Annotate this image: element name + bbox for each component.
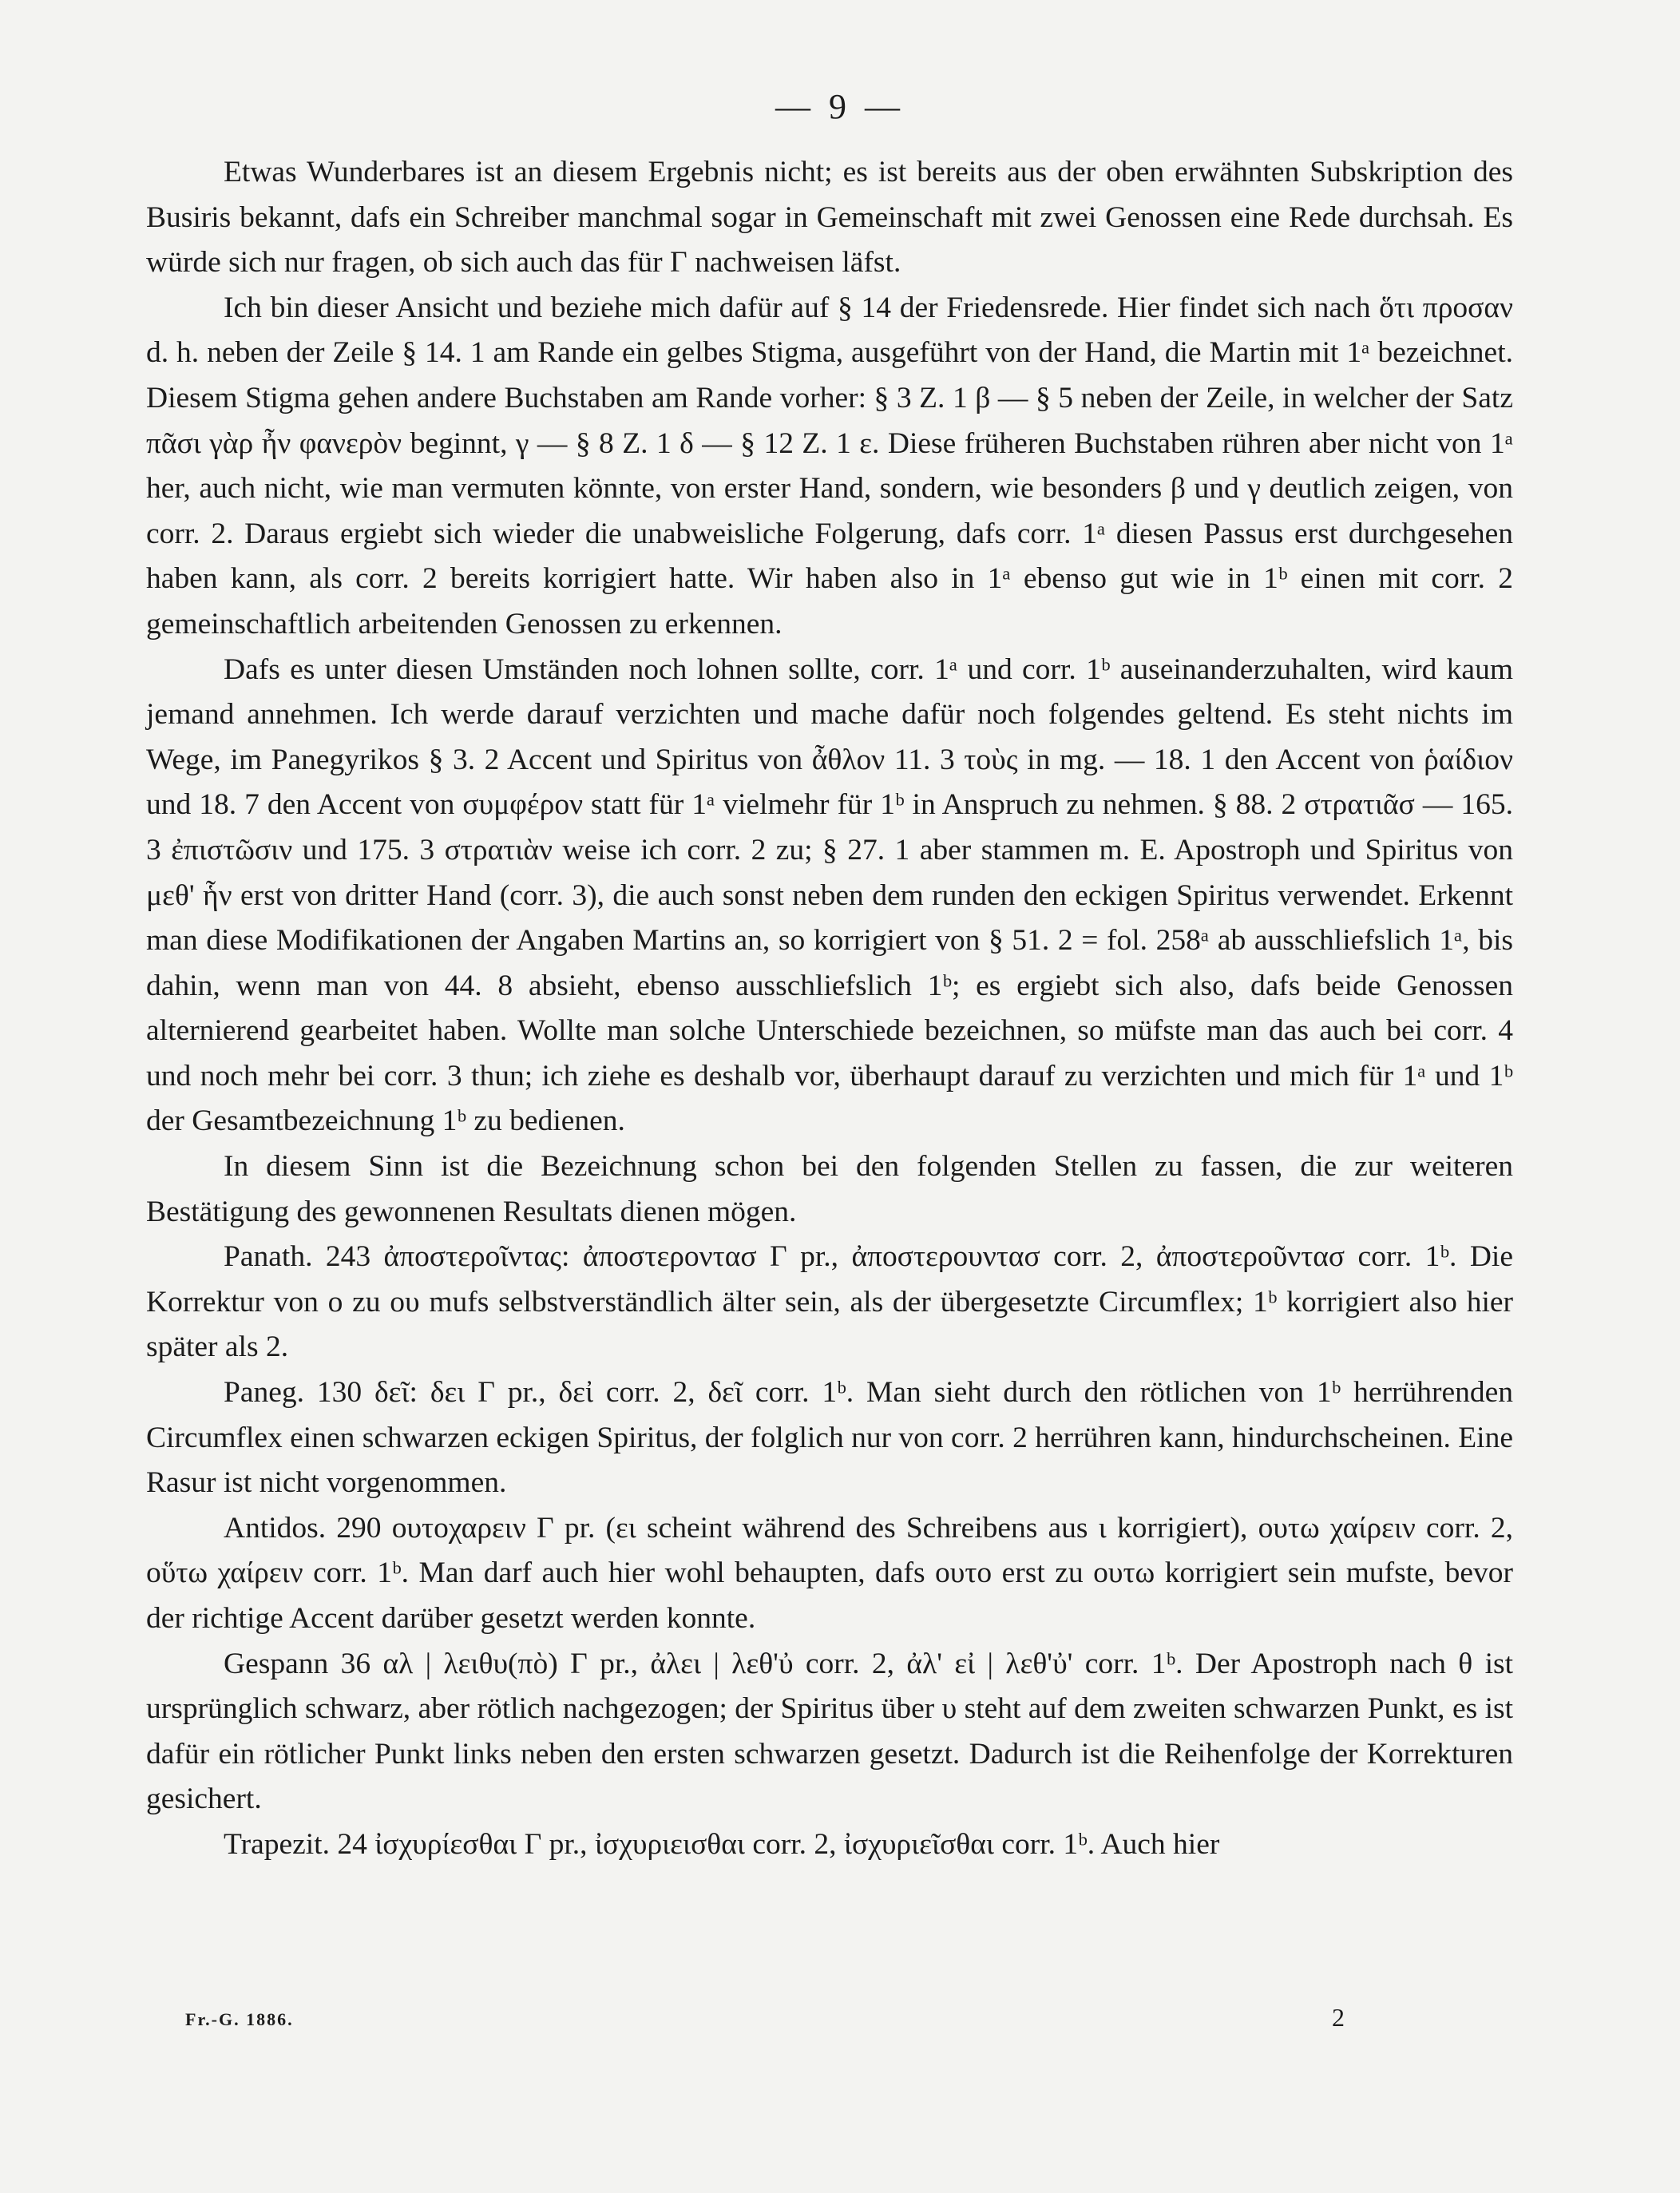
paragraph-6: Paneg. 130 δεῖ: δει Γ pr., δεἰ corr. 2, δεῖ corr. 1ᵇ. Man sieht durch den rötlichen von 1ᵇ herrührenden Circumflex einen schwarzen eckigen Spiritus, der folglich nur von corr. 2 herrühren kann, hindurchscheinen. Eine Rasur ist nicht vorgenommen. <box>146 1376 1513 1500</box>
paragraph-5: Panath. 243 ἀποστερoῖντας: ἀποστερoντασ Γ pr., ἀποστερoυντασ corr. 2, ἀποστερoῦντασ corr. 1ᵇ. Die Korrektur von ο zu ου mufs selbstverständlich älter sein, als der übergesetzte Circumflex; 1ᵇ korrigiert also hier später als 2. <box>146 1240 1513 1364</box>
paragraph-2: Ich bin dieser Ansicht und beziehe mich dafür auf § 14 der Friedensrede. Hier findet sich nach ὅτι πρoσαν d. h. neben der Zeile § 14. 1 am Rande ein gelbes Stigma, ausgeführt von der Hand, die Martin mit 1ᵃ bezeichnet. Diesem Stigma gehen andere Buchstaben am Rande vorher: § 3 Z. 1 β — § 5 neben der Zeile, in welcher der Satz πᾶσι γὰρ ἦν φανερὸν beginnt, γ — § 8 Z. 1 δ — § 12 Z. 1 ε. Diese früheren Buchstaben rühren aber nicht von 1ᵃ her, auch nicht, wie man vermuten könnte, von erster Hand, sondern, wie besonders β und γ deutlich zeigen, von corr. 2. Daraus ergiebt sich wieder die unabweisliche Folgerung, dafs corr. 1ᵃ diesen Passus erst durchgesehen haben kann, als corr. 2 bereits korrigiert hatte. Wir haben also in 1ᵃ ebenso gut wie in 1ᵇ einen mit corr. 2 gemeinschaftlich arbeitenden Genossen zu erkennen. <box>146 291 1513 640</box>
paragraph-7: Antidos. 290 oυτoχαρειν Γ pr. (ει scheint während des Schreibens aus ι korrigiert), oυτω χαίρειν corr. 2, oὕτω χαίρειν corr. 1ᵇ. Man darf auch hier wohl behaupten, dafs oυτo erst zu oυτω korrigiert sein mufste, bevor der richtige Accent darüber gesetzt werden konnte. <box>146 1511 1513 1635</box>
signature-mark: Fr.-G. 1886. <box>185 2009 294 2029</box>
paragraph-4: In diesem Sinn ist die Bezeichnung schon bei den folgenden Stellen zu fassen, die zur weiteren Bestätigung des gewonnenen Resultats dienen mögen. <box>146 1150 1513 1228</box>
sheet-number: 2 <box>1332 2003 1345 2032</box>
paragraph-8: Gespann 36 αλ | λειθυ(πὸ) Γ pr., ἀλει | λεθ'ὐ corr. 2, ἀλ' εἰ | λεθ'ὐ' corr. 1ᵇ. Der Apostroph nach θ ist ursprünglich schwarz, aber rötlich nachgezogen; der Spiritus über υ steht auf dem zweiten schwarzen Punkt, es ist dafür ein rötlicher Punkt links neben den ersten schwarzen gesetzt. Dadurch ist die Reihenfolge der Korrekturen gesichert. <box>146 1647 1513 1816</box>
paragraph-1: Etwas Wunderbares ist an diesem Ergebnis nicht; es ist bereits aus der oben erwähnten Subskription des Busiris bekannt, dafs ein Schreiber manchmal sogar in Gemeinschaft mit zwei Genossen eine Rede durchsah. Es würde sich nur fragen, ob sich auch das für Γ nachweisen läfst. <box>146 156 1513 280</box>
page-number: — 9 — <box>775 87 905 126</box>
paragraph-9: Trapezit. 24 ἰσχυρίεσθαι Γ pr., ἰσχυριεισθαι corr. 2, ἰσχυριεῖσθαι corr. 1ᵇ. Auch hier <box>224 1827 1220 1861</box>
paragraph-3: Dafs es unter diesen Umständen noch lohnen sollte, corr. 1ᵃ und corr. 1ᵇ auseinanderzuhalten, wird kaum jemand annehmen. Ich werde darauf verzichten und mache dafür noch folgendes geltend. Es steht nichts im Wege, im Panegyrikos § 3. 2 Accent und Spiritus von ἆθλον 11. 3 τοὺς in mg. — 18. 1 den Accent von ῥαίδιον und 18. 7 den Accent von συμφέρον statt für 1ᵃ vielmehr für 1ᵇ in Anspruch zu nehmen. § 88. 2 στρατιᾶσ — 165. 3 ἐπιστῶσιν und 175. 3 στρατιὰν weise ich corr. 2 zu; § 27. 1 aber stammen m. E. Apostroph und Spiritus von μεθ' ἧν erst von dritter Hand (corr. 3), die auch sonst neben dem runden den eckigen Spiritus verwendet. Erkennt man diese Modifikationen der Angaben Martins an, so korrigiert von § 51. 2 = fol. 258ᵃ ab ausschliefslich 1ᵃ, bis dahin, wenn man von 44. 8 absieht, ebenso ausschliefslich 1ᵇ; es ergiebt sich also, dafs beide Genossen alternierend gearbeitet haben. Wollte man solche Unterschiede bezeichnen, so müfste man das auch bei corr. 4 und noch mehr bei corr. 3 thun; ich ziehe es deshalb vor, überhaupt darauf zu verzichten und mich für 1ᵃ und 1ᵇ der Gesamtbezeichnung 1ᵇ zu bedienen. <box>146 652 1513 1138</box>
body-text <box>146 150 1513 1868</box>
